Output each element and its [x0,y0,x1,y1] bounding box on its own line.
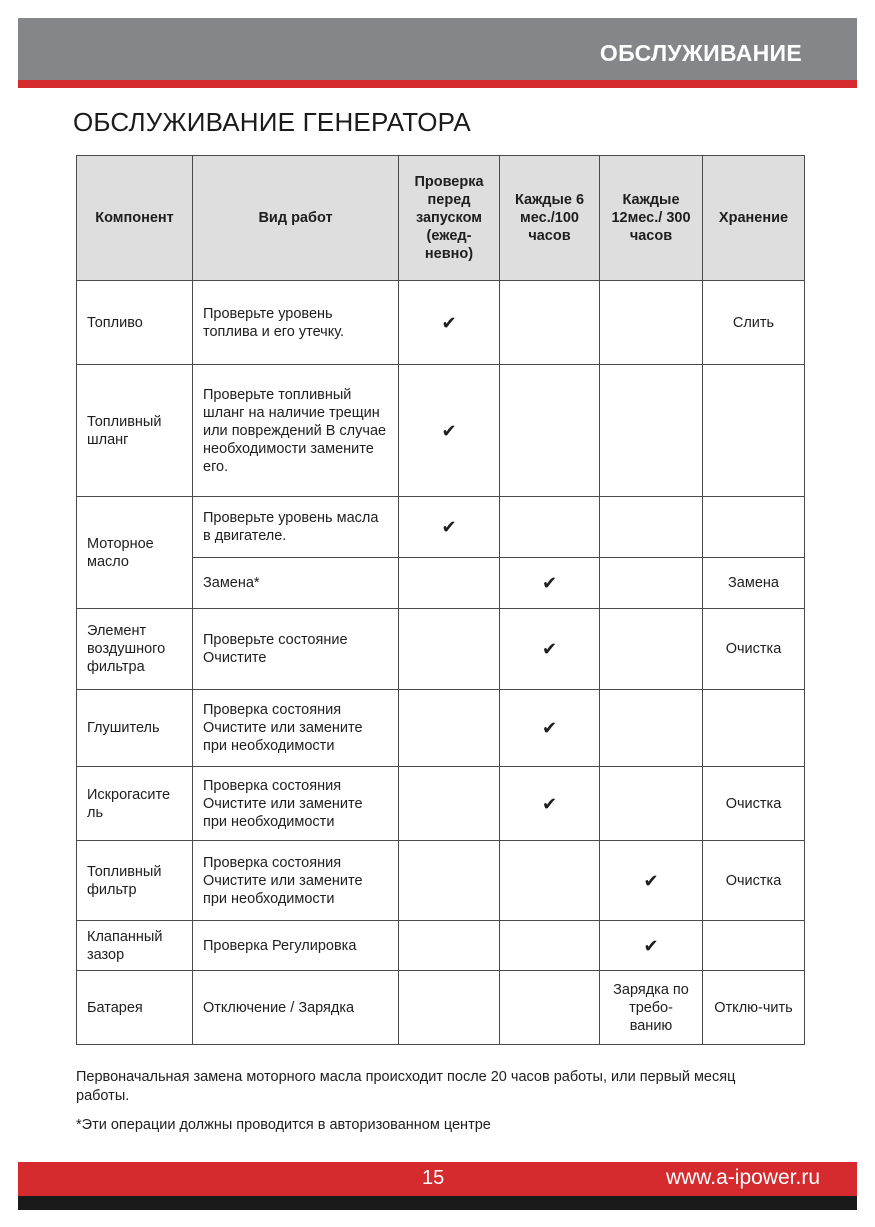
check-mark: ✔ [500,558,600,609]
header-twelve-months: Каждые 12мес./ 300 часов [600,156,703,281]
empty-cell [500,497,600,558]
storage-cell: Очистка [703,609,805,690]
work-cell: Проверьте топливный шланг на наличие трещин или повреждений В случае необходимости замените его. [193,365,399,497]
header-work: Вид работ [193,156,399,281]
empty-cell [500,841,600,921]
check-mark: ✔ [500,767,600,841]
table-row [77,497,805,558]
check-mark: ✔ [399,365,500,497]
empty-cell [500,971,600,1045]
empty-cell [703,921,805,971]
storage-cell: Очистка [703,767,805,841]
component-cell: Топливный шланг [77,365,193,497]
empty-cell [600,690,703,767]
work-cell: Проверка Регулировка [193,921,399,971]
component-cell: Искрогасите ль [77,767,193,841]
table-row [77,767,805,841]
empty-cell [600,365,703,497]
work-cell: Отключение / Зарядка [193,971,399,1045]
work-cell: Проверка состояния Очистите или замените при необходимости [193,690,399,767]
table-row [77,971,805,1045]
empty-cell [703,497,805,558]
table-row [77,690,805,767]
empty-cell [399,558,500,609]
footer-black-stripe [18,1196,857,1210]
empty-cell [600,767,703,841]
work-cell: Проверьте уровень топлива и его утечку. [193,281,399,365]
website-link[interactable]: www.a-ipower.ru [665,1166,820,1189]
storage-cell: Очистка [703,841,805,921]
work-cell: Замена* [193,558,399,609]
empty-cell [600,281,703,365]
table-row [77,609,805,690]
empty-cell [500,281,600,365]
table-row [77,841,805,921]
component-cell: Топливо [77,281,193,365]
component-cell: Топливный фильтр [77,841,193,921]
header-bar [18,18,857,80]
empty-cell [500,365,600,497]
table-row [77,365,805,497]
page-number: 15 [422,1167,445,1189]
empty-cell [703,365,805,497]
empty-cell [399,767,500,841]
page-title: ОБСЛУЖИВАНИЕ ГЕНЕРАТОРА [73,107,471,137]
empty-cell [600,558,703,609]
check-mark: ✔ [600,841,703,921]
empty-cell [399,690,500,767]
empty-cell [399,609,500,690]
work-cell: Проверка состояния Очистите или замените при необходимости [193,767,399,841]
check-mark: ✔ [600,921,703,971]
table-row [77,281,805,365]
component-cell: Элемент воздушного фильтра [77,609,193,690]
check-mark: ✔ [500,690,600,767]
work-cell: Проверьте состояние Очистите [193,609,399,690]
check-mark: ✔ [500,609,600,690]
header-storage: Хранение [703,156,805,281]
empty-cell [600,609,703,690]
empty-cell [399,841,500,921]
check-mark: ✔ [399,281,500,365]
work-cell: Проверка состояния Очистите или замените при необходимости [193,841,399,921]
component-cell: Батарея [77,971,193,1045]
empty-cell [500,921,600,971]
header-daily: Проверка перед запуском (ежед-невно) [399,156,500,281]
table-row [77,921,805,971]
header-component: Компонент [77,156,193,281]
component-cell: Глушитель [77,690,193,767]
table-header-row [77,156,805,281]
work-cell: Проверьте уровень масла в двигателе. [193,497,399,558]
empty-cell [703,690,805,767]
storage-cell: Отклю-чить [703,971,805,1045]
charging-cell: Зарядка по требо-ванию [600,971,703,1045]
header-red-stripe [18,80,857,88]
footnote-oil: Первоначальная замена моторного масла происходит после 20 часов работы, или первый месяц работы. [76,1069,736,1104]
header-six-months: Каждые 6 мес./100 часов [500,156,600,281]
empty-cell [600,497,703,558]
component-cell: Клапанный зазор [77,921,193,971]
maintenance-table [76,155,805,1045]
empty-cell [399,921,500,971]
check-mark: ✔ [399,497,500,558]
storage-cell: Замена [703,558,805,609]
empty-cell [399,971,500,1045]
section-title: ОБСЛУЖИВАНИЕ [599,40,802,66]
component-cell: Моторное масло [77,497,193,609]
footnote-service-center: *Эти операции должны проводится в авторизованном центре [76,1117,491,1133]
storage-cell: Слить [703,281,805,365]
